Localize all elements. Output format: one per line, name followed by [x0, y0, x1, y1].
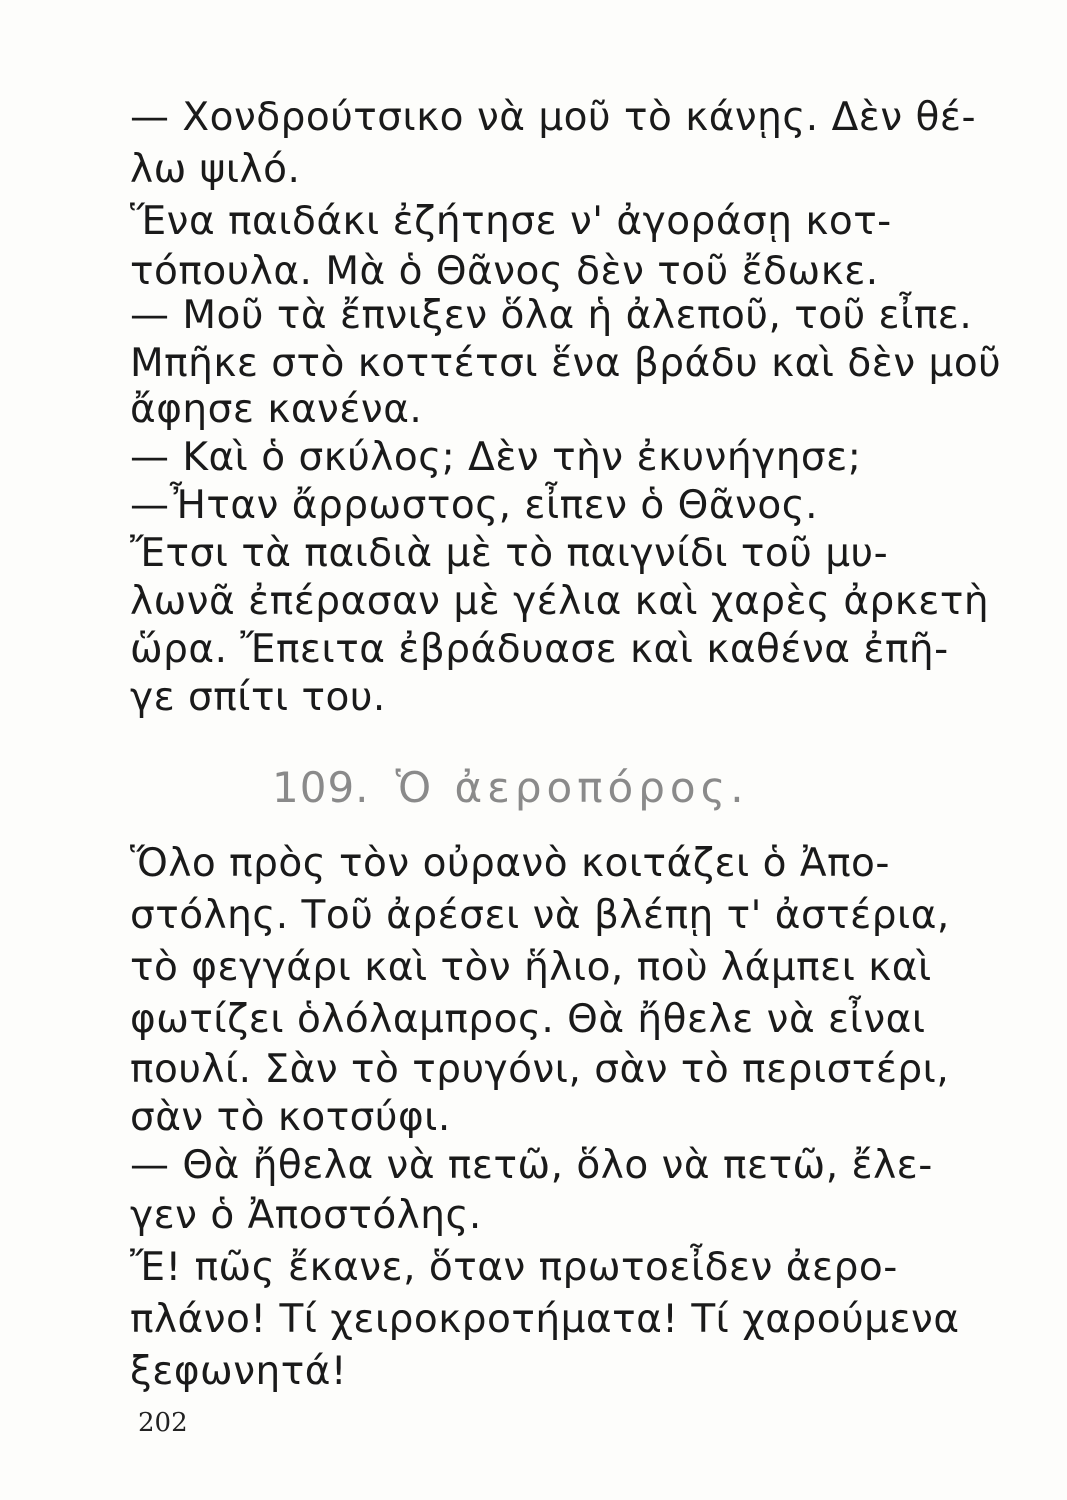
- text-line: τόπουλα. Μὰ ὁ Θᾶνος δὲν τοῦ ἔδωκε.: [130, 249, 879, 294]
- page-number: 202: [138, 1408, 188, 1438]
- text-line: — Χονδρούτσικο νὰ μοῦ τὸ κάνῃς. Δὲν θέ-: [130, 95, 977, 140]
- text-line: — Μοῦ τὰ ἔπνιξεν ὅλα ἡ ἀλεποῦ, τοῦ εἶπε.: [130, 293, 973, 338]
- text-line: γε σπίτι του.: [130, 675, 386, 720]
- chapter-title: Ὁ ἀεροπόρος.: [395, 763, 749, 812]
- text-line: πουλί. Σὰν τὸ τρυγόνι, σὰν τὸ περιστέρι,: [130, 1047, 950, 1092]
- chapter-heading: [272, 762, 749, 814]
- text-line: Ἕνα παιδάκι ἐζήτησε ν' ἀγοράσῃ κοτ-: [130, 199, 892, 244]
- text-line: σὰν τὸ κοτσύφι.: [130, 1095, 451, 1140]
- chapter-number: 109.: [272, 763, 370, 812]
- text-line: Ἔτσι τὰ παιδιὰ μὲ τὸ παιγνίδι τοῦ μυ-: [130, 531, 889, 576]
- text-line: Μπῆκε στὸ κοττέτσι ἕνα βράδυ καὶ δὲν μοῦ: [130, 341, 1002, 386]
- text-line: — Θὰ ἤθελα νὰ πετῶ, ὅλο νὰ πετῶ, ἔλε-: [130, 1143, 933, 1188]
- text-line: λω ψιλό.: [130, 147, 301, 192]
- text-line: —Ἦταν ἄρρωστος, εἶπεν ὁ Θᾶνος.: [130, 483, 819, 528]
- text-line: Ἔ! πῶς ἔκανε, ὅταν πρωτοεἶδεν ἀερο-: [130, 1245, 898, 1290]
- text-line: ἄφησε κανένα.: [130, 387, 423, 432]
- text-line: Ὅλο πρὸς τὸν οὐρανὸ κοιτάζει ὁ Ἀπο-: [130, 841, 890, 886]
- text-line: — Καὶ ὁ σκύλος; Δὲν τὴν ἐκυνήγησε;: [130, 435, 862, 480]
- text-line: ξεφωνητά!: [130, 1349, 348, 1394]
- text-line: τὸ φεγγάρι καὶ τὸν ἥλιο, ποὺ λάμπει καὶ: [130, 945, 932, 990]
- text-line: φωτίζει ὁλόλαμπρος. Θὰ ἤθελε νὰ εἶναι: [130, 997, 926, 1042]
- text-line: λωνᾶ ἐπέρασαν μὲ γέλια καὶ χαρὲς ἀρκετὴ: [130, 579, 990, 624]
- text-line: στόλης. Τοῦ ἀρέσει νὰ βλέπῃ τ' ἀστέρια,: [130, 893, 950, 938]
- text-line: γεν ὁ Ἀποστόλης.: [130, 1193, 482, 1238]
- text-line: ὥρα. Ἔπειτα ἐβράδυασε καὶ καθένα ἐπῆ-: [130, 627, 949, 672]
- text-line: πλάνο! Τί χειροκροτήματα! Τί χαρούμενα: [130, 1297, 960, 1342]
